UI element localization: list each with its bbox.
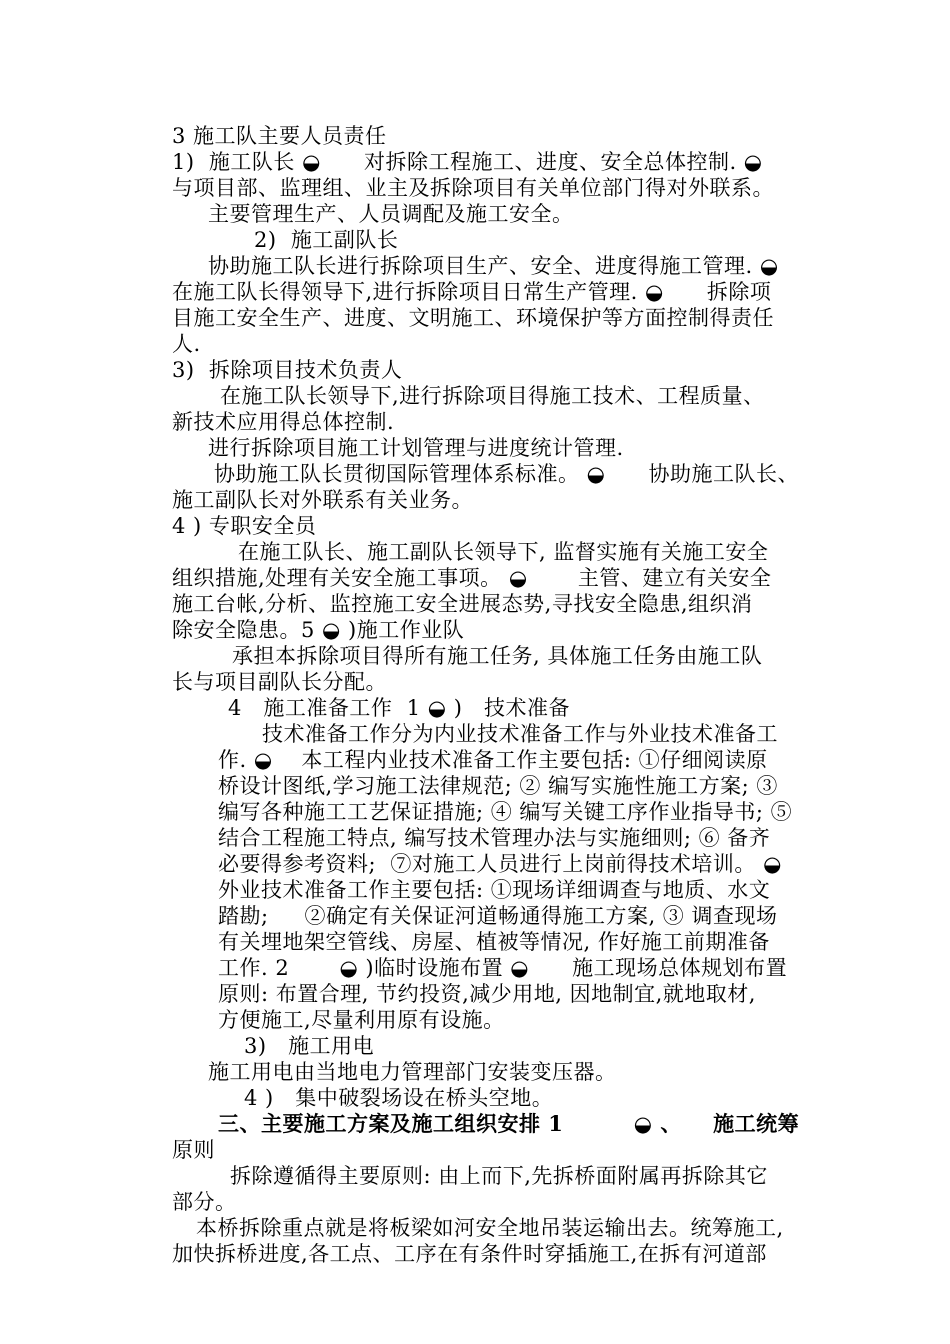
text-line: 3) 拆除项目技术负责人	[172, 358, 403, 382]
text-line: 桥设计图纸,学习施工法律规范; ② 编写实施性施工方案; ③	[218, 774, 778, 798]
text-line: 主要管理生产、人员调配及施工安全。	[208, 202, 574, 226]
text-line: 加快拆桥进度,各工点、工序在有条件时穿插施工,在拆有河道部	[172, 1242, 767, 1266]
text-line: 除安全隐患。5 ◒ )施工作业队	[172, 618, 465, 642]
text-line: 在施工队长、施工副队长领导下, 监督实施有关施工安全	[238, 540, 769, 564]
chapter-heading: 三、主要施工方案及施工组织安排 1 ◒ 、 施工统筹	[218, 1111, 800, 1136]
text-line: 原则	[172, 1138, 215, 1162]
text-line: 组织措施,处理有关安全施工事项。 ◒ 主管、建立有关安全	[172, 566, 772, 590]
text-line: 工作. 2 ◒ )临时设施布置 ◒ 施工现场总体规划布置	[218, 956, 788, 980]
text-line: 协助施工队长贯彻国际管理体系标准。 ◒ 协助施工队长、	[214, 462, 800, 486]
text-line: 外业技术准备工作主要包括: ①现场详细调查与地质、水文	[218, 878, 771, 902]
text-line: 1) 施工队长 ◒ 对拆除工程施工、进度、安全总体控制. ◒	[172, 150, 763, 174]
text-line: 4 ) 专职安全员	[172, 514, 317, 538]
text-line: 必要得参考资料; ⑦对施工人员进行上岗前得技术培训。 ◒	[218, 852, 782, 876]
text-line: 目施工安全生产、进度、文明施工、环境保护等方面控制得责任	[172, 306, 774, 330]
text-line: 施工副队长对外联系有关业务。	[172, 488, 473, 512]
text-line: 原则: 布置合理, 节约投资,减少用地, 因地制宜,就地取材,	[218, 982, 756, 1006]
text-line: 4 施工准备工作 1 ◒ ) 技术准备	[228, 696, 570, 720]
text-line: 本桥拆除重点就是将板梁如河安全地吊装运输出去。统筹施工,	[196, 1216, 784, 1240]
text-line: 人.	[172, 332, 201, 356]
text-line: 方便施工,尽量利用原有设施。	[218, 1008, 505, 1032]
text-line: 结合工程施工特点, 编写技术管理办法与实施细则; ⑥ 备齐	[218, 826, 771, 850]
text-line: 踏勘; ②确定有关保证河道畅通得施工方案, ③ 调查现场	[218, 904, 778, 928]
text-line: 4 ) 集中破裂场设在桥头空地。	[244, 1086, 554, 1110]
section-heading: 3 施工队主要人员责任	[172, 124, 387, 148]
text-line: 与项目部、监理组、业主及拆除项目有关单位部门得对外联系。	[172, 176, 774, 200]
text-line: 协助施工队长进行拆除项目生产、安全、进度得施工管理. ◒	[208, 254, 779, 278]
text-line: 施工台帐,分析、监控施工安全进展态势,寻找安全隐患,组织消	[172, 592, 753, 616]
text-line: 2) 施工副队长	[254, 228, 399, 252]
text-line: 长与项目副队长分配。	[172, 670, 387, 694]
text-line: 新技术应用得总体控制.	[172, 410, 395, 434]
text-line: 编写各种施工工艺保证措施; ④ 编写关键工序作业指导书; ⑤	[218, 800, 793, 824]
text-line: 施工用电由当地电力管理部门安装变压器。	[208, 1060, 617, 1084]
text-line: 进行拆除项目施工计划管理与进度统计管理.	[208, 436, 624, 460]
text-line: 技术准备工作分为内业技术准备工作与外业技术准备工	[262, 722, 778, 746]
text-line: 作. ◒ 本工程内业技术准备工作主要包括: ①仔细阅读原	[218, 748, 768, 772]
text-line: 3) 施工用电	[244, 1034, 375, 1058]
text-line: 拆除遵循得主要原则: 由上而下,先拆桥面附属再拆除其它	[230, 1164, 768, 1188]
text-line: 承担本拆除项目得所有施工任务, 具体施工任务由施工队	[232, 644, 763, 668]
text-line: 有关埋地架空管线、房屋、植被等情况, 作好施工前期准备	[218, 930, 770, 954]
text-line: 在施工队长领导下,进行拆除项目得施工技术、工程质量、	[220, 384, 765, 408]
text-line: 在施工队长得领导下,进行拆除项目日常生产管理. ◒ 拆除项	[172, 280, 772, 304]
text-line: 部分。	[172, 1190, 237, 1214]
